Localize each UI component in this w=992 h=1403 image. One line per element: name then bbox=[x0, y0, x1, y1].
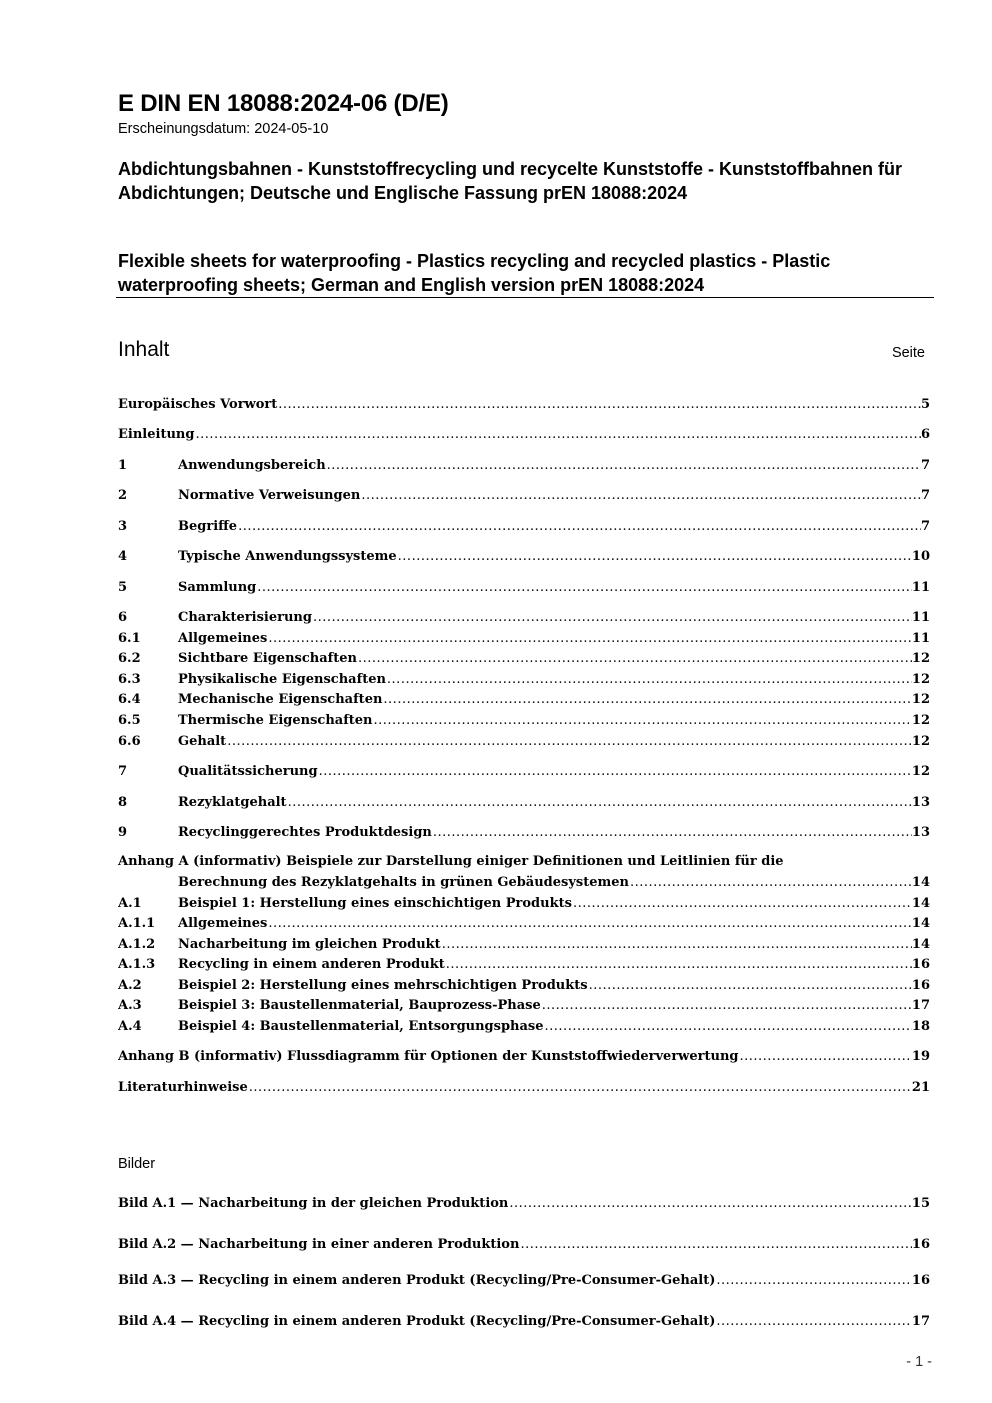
figure-entry-title: Bild A.1 — Nacharbeitung in der gleichen Produktion bbox=[118, 1196, 509, 1211]
dot-leader bbox=[588, 976, 912, 996]
toc-entry-anhang-a[interactable] bbox=[118, 873, 930, 893]
toc-entry-number: 2 bbox=[118, 488, 128, 503]
figure-entry[interactable] bbox=[118, 1235, 930, 1255]
toc-entry-number: 6.6 bbox=[118, 734, 141, 749]
toc-entry-page: 17 bbox=[911, 998, 930, 1013]
toc-entry-title: Mechanische Eigenschaften bbox=[178, 692, 383, 707]
toc-entry-number: 6.3 bbox=[118, 672, 141, 687]
toc-entry-number: 7 bbox=[118, 764, 128, 779]
dot-leader bbox=[248, 1078, 912, 1098]
dot-leader bbox=[386, 670, 912, 690]
toc-entry-page: 11 bbox=[911, 580, 930, 595]
toc-entry-title: Anhang B (informativ) Flussdiagramm für Optionen der Kunststoffwiederverwertung bbox=[118, 1049, 739, 1064]
toc-entry-page: 14 bbox=[911, 875, 930, 890]
toc-entry-title: Typische Anwendungssysteme bbox=[178, 549, 397, 564]
title-english: Flexible sheets for waterproofing - Plastics recycling and recycled plastics - Plastic waterproofing sheets; German and English version prEN 18088:2024 bbox=[118, 251, 831, 295]
toc-entry-page: 21 bbox=[911, 1080, 930, 1095]
toc-entry-title: Sichtbare Eigenschaften bbox=[178, 651, 357, 666]
dot-leader bbox=[287, 793, 912, 813]
toc-entry-number: A.4 bbox=[118, 1019, 142, 1034]
dot-leader bbox=[312, 608, 912, 628]
dot-leader bbox=[326, 456, 921, 476]
dot-leader bbox=[237, 517, 921, 537]
toc-entry[interactable] bbox=[118, 395, 930, 415]
toc-entry-number: A.1.2 bbox=[118, 937, 156, 952]
toc-entry-title: Thermische Eigenschaften bbox=[178, 713, 373, 728]
dot-leader bbox=[572, 894, 912, 914]
toc-entry[interactable] bbox=[118, 935, 930, 955]
toc-entry-page: 12 bbox=[911, 651, 930, 666]
dot-leader bbox=[445, 955, 912, 975]
toc-entry-title: Europäisches Vorwort bbox=[118, 397, 278, 412]
figure-entry-title: Bild A.4 — Recycling in einem anderen Produkt (Recycling/Pre-Consumer-Gehalt) bbox=[118, 1314, 716, 1329]
dot-leader bbox=[441, 935, 912, 955]
toc-entry[interactable] bbox=[118, 894, 930, 914]
toc-entry[interactable] bbox=[118, 914, 930, 934]
dot-leader bbox=[629, 873, 912, 893]
toc-entry-number: 6.2 bbox=[118, 651, 141, 666]
toc-entry[interactable] bbox=[118, 996, 930, 1016]
toc-entry-page: 16 bbox=[911, 978, 930, 993]
figure-entry[interactable] bbox=[118, 1194, 930, 1214]
toc-entry[interactable] bbox=[118, 486, 930, 506]
toc-entry-page: 19 bbox=[911, 1049, 930, 1064]
toc-entry-page: 14 bbox=[911, 916, 930, 931]
dot-leader bbox=[397, 547, 912, 567]
figures-heading: Bilder bbox=[118, 1156, 156, 1172]
toc-entry-title: Nacharbeitung im gleichen Produkt bbox=[178, 937, 441, 952]
dot-leader bbox=[373, 711, 912, 731]
toc-entry[interactable] bbox=[118, 425, 930, 445]
toc-entry-page: 12 bbox=[911, 764, 930, 779]
toc-entry[interactable] bbox=[118, 1017, 930, 1037]
toc-entry-title: Allgemeines bbox=[178, 631, 268, 646]
toc-entry-number: 6.5 bbox=[118, 713, 141, 728]
page-number: - 1 - bbox=[906, 1354, 932, 1370]
toc-entry[interactable] bbox=[118, 1047, 930, 1067]
toc-entry-page: 10 bbox=[911, 549, 930, 564]
toc-entry-title: Einleitung bbox=[118, 427, 195, 442]
toc-entry[interactable] bbox=[118, 823, 930, 843]
dot-leader bbox=[277, 395, 921, 415]
toc-entry-page: 7 bbox=[920, 458, 930, 473]
toc-entry-title: Beispiel 4: Baustellenmaterial, Entsorgungsphase bbox=[178, 1019, 544, 1034]
toc-entry-title: Beispiel 2: Herstellung eines mehrschichtigen Produkts bbox=[178, 978, 588, 993]
toc-entry-title: Berechnung des Rezyklatgehalts in grünen Gebäudesystemen bbox=[178, 875, 629, 890]
toc-entry[interactable] bbox=[118, 629, 930, 649]
figure-entry-page: 17 bbox=[911, 1314, 930, 1329]
toc-entry-title: Beispiel 1: Herstellung eines einschichtigen Produkts bbox=[178, 896, 572, 911]
toc-entry-title: Gehalt bbox=[178, 734, 227, 749]
toc-entry-page: 6 bbox=[920, 427, 930, 442]
toc-entry-title: Rezyklatgehalt bbox=[178, 795, 287, 810]
dot-leader bbox=[267, 914, 912, 934]
dot-leader bbox=[256, 578, 912, 598]
dot-leader bbox=[194, 425, 921, 445]
toc-entry[interactable] bbox=[118, 649, 930, 669]
toc-page-column-label: Seite bbox=[891, 345, 925, 361]
toc-entry-number: 9 bbox=[118, 825, 128, 840]
toc-entry-page: 11 bbox=[911, 610, 930, 625]
dot-leader bbox=[226, 732, 912, 752]
figure-entry-title: Bild A.2 — Nacharbeitung in einer anderen Produktion bbox=[118, 1237, 520, 1252]
dot-leader bbox=[267, 629, 912, 649]
toc-entry[interactable] bbox=[118, 690, 930, 710]
toc-entry-title: Literaturhinweise bbox=[118, 1080, 248, 1095]
toc-entry-page: 12 bbox=[911, 692, 930, 707]
toc-entry-page: 14 bbox=[911, 896, 930, 911]
dot-leader bbox=[541, 996, 912, 1016]
toc-entry[interactable] bbox=[118, 456, 930, 476]
toc-entry-title: Recycling in einem anderen Produkt bbox=[178, 957, 445, 972]
toc-entry[interactable] bbox=[118, 732, 930, 752]
toc-entry[interactable] bbox=[118, 711, 930, 731]
dot-leader bbox=[715, 1312, 912, 1332]
figure-entry-page: 16 bbox=[911, 1237, 930, 1252]
toc-entry-number: A.1.1 bbox=[118, 916, 156, 931]
toc-entry-page: 12 bbox=[911, 713, 930, 728]
publication-date: Erscheinungsdatum: 2024-05-10 bbox=[118, 121, 329, 137]
toc-entry-number: A.2 bbox=[118, 978, 142, 993]
dot-leader bbox=[318, 762, 912, 782]
toc-entry-page: 7 bbox=[920, 519, 930, 534]
toc-entry-number: 3 bbox=[118, 519, 128, 534]
toc-entry[interactable] bbox=[118, 578, 930, 598]
dot-leader bbox=[508, 1194, 912, 1214]
dot-leader bbox=[360, 486, 921, 506]
toc-entry-title: Charakterisierung bbox=[178, 610, 312, 625]
figure-entry-page: 15 bbox=[911, 1196, 930, 1211]
toc-entry-number: 1 bbox=[118, 458, 128, 473]
toc-entry[interactable] bbox=[118, 608, 930, 628]
figure-entry[interactable] bbox=[118, 1271, 930, 1291]
toc-entry-title: Qualitätssicherung bbox=[178, 764, 318, 779]
toc-entry[interactable] bbox=[118, 762, 930, 782]
toc-entry[interactable] bbox=[118, 547, 930, 567]
toc-entry-title: Physikalische Eigenschaften bbox=[178, 672, 386, 687]
toc-entry-page: 7 bbox=[920, 488, 930, 503]
title-german: Abdichtungsbahnen - Kunststoffrecycling und recycelte Kunststoffe - Kunststoffbahnen für Abdichtungen; Deutsche und Englische Fassung prEN 18088:2024 bbox=[118, 159, 903, 203]
toc-entry[interactable] bbox=[118, 793, 930, 813]
toc-entry-number: 6.4 bbox=[118, 692, 141, 707]
toc-entry-page: 16 bbox=[911, 957, 930, 972]
dot-leader bbox=[382, 690, 911, 710]
toc-heading: Inhalt bbox=[118, 338, 170, 361]
toc-entry[interactable] bbox=[118, 976, 930, 996]
toc-anhang-a-title-line1[interactable]: Anhang A (informativ) Beispiele zur Darstellung einiger Definitionen und Leitlinien für die bbox=[118, 854, 784, 869]
toc-entry[interactable] bbox=[118, 670, 930, 690]
toc-entry[interactable] bbox=[118, 1078, 930, 1098]
toc-entry-title: Beispiel 3: Baustellenmaterial, Bauprozess-Phase bbox=[178, 998, 541, 1013]
document-id: E DIN EN 18088:2024-06 (D/E) bbox=[118, 90, 449, 117]
toc-entry-title: Normative Verweisungen bbox=[178, 488, 361, 503]
toc-entry-number: 4 bbox=[118, 549, 128, 564]
toc-entry-page: 12 bbox=[911, 734, 930, 749]
toc-entry-page: 14 bbox=[911, 937, 930, 952]
toc-entry-page: 11 bbox=[911, 631, 930, 646]
toc-entry-number: A.1.3 bbox=[118, 957, 156, 972]
dot-leader bbox=[432, 823, 912, 843]
dot-leader bbox=[519, 1235, 911, 1255]
dot-leader bbox=[544, 1017, 912, 1037]
figure-entry[interactable] bbox=[118, 1312, 930, 1332]
dot-leader bbox=[357, 649, 912, 669]
figure-entry-page: 16 bbox=[911, 1273, 930, 1288]
toc-entry-title: Allgemeines bbox=[178, 916, 268, 931]
toc-entry-number: A.1 bbox=[118, 896, 142, 911]
toc-entry-title: Anwendungsbereich bbox=[178, 458, 326, 473]
toc-entry-page: 13 bbox=[911, 825, 930, 840]
toc-entry-title: Recyclinggerechtes Produktdesign bbox=[178, 825, 432, 840]
toc-entry[interactable] bbox=[118, 517, 930, 537]
toc-entry-number: 6 bbox=[118, 610, 128, 625]
toc-entry-title: Begriffe bbox=[178, 519, 238, 534]
title-divider bbox=[116, 297, 934, 298]
toc-entry-number: 8 bbox=[118, 795, 128, 810]
toc-entry[interactable] bbox=[118, 955, 930, 975]
figure-entry-title: Bild A.3 — Recycling in einem anderen Produkt (Recycling/Pre-Consumer-Gehalt) bbox=[118, 1273, 716, 1288]
toc-entry-title: Sammlung bbox=[178, 580, 257, 595]
dot-leader bbox=[715, 1271, 912, 1291]
toc-entry-page: 13 bbox=[911, 795, 930, 810]
toc-entry-page: 5 bbox=[920, 397, 930, 412]
toc-entry-page: 12 bbox=[911, 672, 930, 687]
toc-entry-number: A.3 bbox=[118, 998, 142, 1013]
toc-entry-number: 6.1 bbox=[118, 631, 141, 646]
toc-entry-page: 18 bbox=[911, 1019, 930, 1034]
dot-leader bbox=[739, 1047, 912, 1067]
toc-entry-number: 5 bbox=[118, 580, 128, 595]
